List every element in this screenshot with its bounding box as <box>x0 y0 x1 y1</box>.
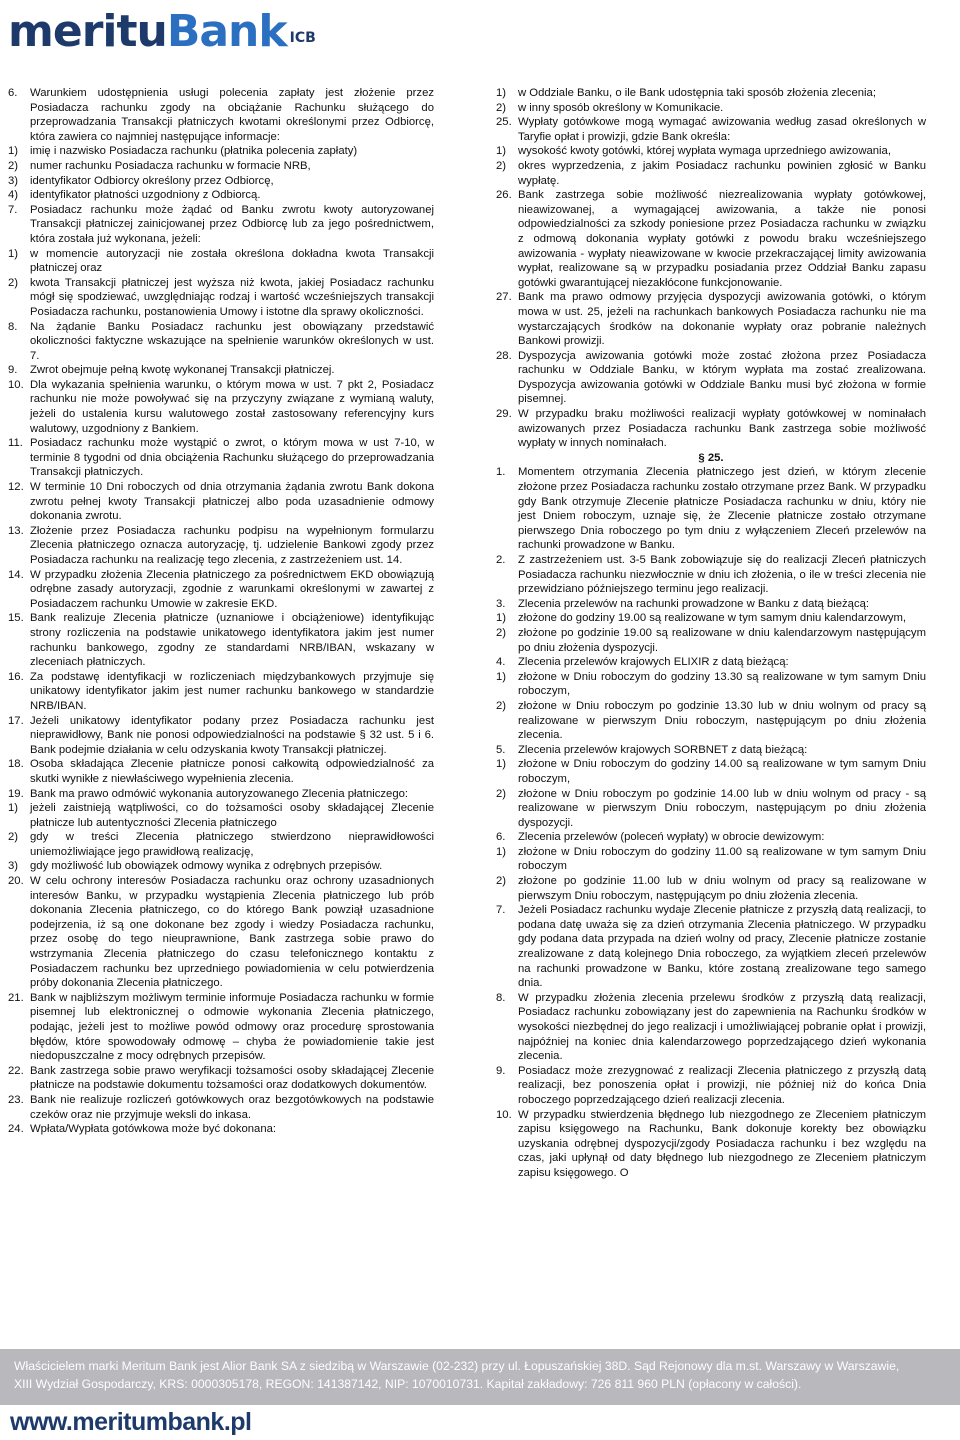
item-text: identyfikator płatności uzgodniony z Odbiorcą. <box>30 189 261 202</box>
item-number: 2) <box>496 159 507 172</box>
item-text: W przypadku złożenia Zlecenia płatniczego za pośrednictwem EKD obowiązują odrębne zasady autoryzacji, zgodnie z warunkami określonymi w zawartej z Posiadaczem rachunku Umowie w zakresie EKD. <box>30 568 434 610</box>
item-text: Jeżeli Posiadacz rachunku wydaje Zlecenie płatnicze z przyszłą datą realizacji, to podana datę uważa się za dzień otrzymania Zlecenia płatniczego. W przypadku gdy podana data przypada na dzień wolny od pracy, Zlecenie płatnicze zostanie zrealizowane z datą kolejnego Dnia roboczego, za wyjątkiem zleceń przelewów na rachunki prowadzone w Banku, które zostaną zrealizowane tego samego dnia. <box>518 904 926 990</box>
item-number: 9. <box>496 1064 506 1077</box>
item-text: identyfikator Odbiorcy określony przez Odbiorcę, <box>30 174 274 187</box>
item-number: 17. <box>8 714 24 727</box>
item-text: gdy możliwość lub obowiązek odmowy wynika z odrębnych przepisów. <box>30 860 383 873</box>
item-text: okres wyprzedzenia, z jakim Posiadacz rachunku powinien zgłosić w Banku wypłatę. <box>518 159 926 187</box>
item-number: 13. <box>8 524 24 537</box>
numbered-paragraph <box>8 203 434 247</box>
item-number: 5. <box>496 743 506 756</box>
item-number: 2) <box>496 626 507 639</box>
item-text: Wpłata/Wypłata gotówkowa może być dokonana: <box>30 1123 277 1136</box>
item-number: 20. <box>8 875 24 888</box>
sub-list-item <box>496 626 926 655</box>
item-number: 7. <box>8 203 18 216</box>
item-text: Posiadacz może zrezygnować z realizacji Zlecenia płatniczego z przyszłą datą realizacji, bez ponoszenia opłat i prowizji, nie później niż do końca Dnia roboczego poprzedzającego dzień realizacji zlecenia. <box>518 1064 926 1106</box>
numbered-paragraph <box>8 568 434 612</box>
numbered-paragraph <box>8 436 434 480</box>
item-text: Zlecenia przelewów na rachunki prowadzone w Banku z datą bieżącą: <box>518 597 870 610</box>
sub-list-item <box>496 86 926 101</box>
item-number: 10. <box>496 1108 512 1121</box>
item-number: 15. <box>8 612 24 625</box>
sub-list-item <box>496 874 926 903</box>
item-number: 26. <box>496 189 512 202</box>
item-number: 10. <box>8 378 24 391</box>
item-number: 11. <box>8 437 23 450</box>
numbered-paragraph <box>496 903 926 991</box>
item-text: W terminie 10 Dni roboczych od dnia otrzymania żądania zwrotu Bank dokona zwrotu pełnej kwoty Transakcji płatniczej albo poda uzasadnienie odmowy dokonania zwrotu. <box>30 481 434 523</box>
item-text: Na żądanie Banku Posiadacz rachunku jest obowiązany przedstawić okoliczności faktyczne wskazujące na spełnienie warunków określonych w ust. 7. <box>30 320 434 362</box>
sub-list-item <box>8 859 434 874</box>
item-text: Bank nie realizuje rozliczeń gotówkowych oraz bezgotówkowych na podstawie czeków oraz nie przyjmuje weksli do inkasa. <box>30 1093 434 1121</box>
numbered-paragraph <box>496 465 926 553</box>
numbered-paragraph <box>8 320 434 364</box>
item-number: 12. <box>8 481 24 494</box>
item-number: 1) <box>496 87 507 99</box>
item-text: w Oddziale Banku, o ile Bank udostępnia taki sposób złożenia zlecenia; <box>518 87 876 99</box>
item-number: 7. <box>496 904 506 917</box>
item-text: W przypadku złożenia zlecenia przelewu środków z przyszłą datą realizacji, Posiadacz rachunku zobowiązany jest do zapewnienia na Rachunku środków w wysokości niezbędnej do jego realizacji i umożliwiającej pobranie opłat i prowizji, najpóźniej na koniec dnia kalendarzowego poprzedzającego dzień wykonania zlecenia. <box>518 991 926 1063</box>
item-text: złożone po godzinie 19.00 są realizowane w dniu kalendarzowym następującym po dniu złożenia dyspozycji. <box>518 626 926 654</box>
item-number: 21. <box>8 991 24 1004</box>
item-number: 2) <box>496 787 507 800</box>
item-text: Jeżeli unikatowy identyfikator podany przez Posiadacza rachunku jest nieprawidłowy, Bank nie ponosi odpowiedzialności na podstawie § 32 ust. 5 i 6. Bank podejmie działania w celu odzyskania kwoty Transakcji płatniczej. <box>30 714 434 756</box>
sub-list-item <box>8 830 434 859</box>
numbered-paragraph <box>496 1064 926 1108</box>
website-link[interactable]: www.meritumbank.pl <box>10 1408 252 1436</box>
item-text: złożone w Dniu roboczym po godzinie 13.30 lub w dniu wolnym od pracy są realizowane w pierwszym Dniu roboczym, następującym po dniu złożenia zlecenia. <box>518 699 926 742</box>
item-text: W przypadku stwierdzenia błędnego lub niezgodnego ze Zleceniem płatniczym zapisu księgowego na Rachunku, Bank dokonuje korekty bez obowiązku uzyskania odrębnej dyspozycji/zgody Posiadacza rachunku i bez względu na czas, jaki upłynął od daty błędnego lub niezgodnego ze Zleceniem płatniczym zapisu księgowego. O <box>518 1108 926 1179</box>
item-number: 1) <box>496 670 507 683</box>
numbered-paragraph <box>496 743 926 758</box>
numbered-paragraph <box>8 378 434 436</box>
item-text: Dla wykazania spełnienia warunku, o którym mowa w ust. 7 pkt 2, Posiadacz rachunku nie może powoływać się na przyczyny związane z wymianą waluty, jeżeli do ustalenia kursu walutowego został zastosowany referencyjny kurs walutowy, uzgodniony z Bankiem. <box>30 378 434 435</box>
numbered-paragraph <box>8 1122 434 1137</box>
item-number: 16. <box>8 670 24 683</box>
footer-legal-text <box>14 1358 954 1393</box>
item-number: 29. <box>496 408 512 421</box>
item-text: złożone w Dniu roboczym do godziny 11.00 są realizowane w tym samym Dniu roboczym <box>518 845 926 873</box>
item-text: imię i nazwisko Posiadacza rachunku (płatnika polecenia zapłaty) <box>30 145 358 158</box>
numbered-paragraph <box>8 524 434 568</box>
sub-list-item <box>8 247 434 276</box>
item-number: 4. <box>496 656 506 669</box>
item-text: złożone w Dniu roboczym do godziny 14.00 są realizowane w tym samym Dniu roboczym, <box>518 758 926 785</box>
item-number: 6. <box>496 831 506 844</box>
item-number: 2) <box>496 875 507 888</box>
logo-text-meritu: meritu <box>8 6 167 57</box>
sub-list-item <box>8 801 434 830</box>
item-number: 3) <box>8 860 19 873</box>
item-number: 8. <box>8 320 18 333</box>
item-text: kwota Transakcji płatniczej jest wyższa niż kwota, jakiej Posiadacz rachunku mógł się spodziewać, uwzględniając rodzaj i wartość wcześniejszych transakcji Posiadacza rachunku, postanowienia Umowy i istotne dla sprawy okoliczności. <box>30 276 434 318</box>
item-text: złożone po godzinie 11.00 lub w dniu wolnym od pracy są realizowane w pierwszym Dniu roboczym, następującym po dniu złożenia zlecenia. <box>518 875 926 902</box>
item-text: Zlecenia przelewów (poleceń wypłaty) w obrocie dewizowym: <box>518 831 825 844</box>
item-number: 28. <box>496 349 512 362</box>
numbered-paragraph <box>8 611 434 669</box>
item-number: 24. <box>8 1123 24 1136</box>
page-header <box>0 0 960 70</box>
numbered-paragraph <box>496 407 926 451</box>
numbered-paragraph <box>8 480 434 524</box>
numbered-paragraph <box>496 830 926 845</box>
numbered-paragraph <box>496 188 926 290</box>
numbered-paragraph <box>496 655 926 670</box>
sub-list-item <box>496 144 926 159</box>
item-number: 18. <box>8 758 24 771</box>
item-text: Bank realizuje Zlecenia płatnicze (uznaniowe i obciążeniowe) identyfikując strony rozliczenia na podstawie unikatowego identyfikatora jakim jest numer rachunku bankowego, zgodny ze standardami NRB/IBAN, wskazany w zleceniach płatniczych. <box>30 612 434 669</box>
logo-text-bank: Bank <box>166 6 287 57</box>
sub-list-item <box>496 699 926 743</box>
item-number: 2) <box>8 831 19 844</box>
item-text: w inny sposób określony w Komunikacie. <box>518 101 724 114</box>
item-text: numer rachunku Posiadacza rachunku w formacie NRB, <box>30 159 311 172</box>
item-number: 2) <box>496 101 507 114</box>
item-number: 25. <box>496 116 512 129</box>
item-number: 9. <box>8 364 18 377</box>
numbered-paragraph <box>8 757 434 786</box>
numbered-paragraph <box>496 290 926 348</box>
item-number: 2) <box>8 276 19 289</box>
item-text: Zwrot obejmuje pełną kwotę wykonanej Transakcji płatniczej. <box>30 364 335 377</box>
item-number: 19. <box>8 787 24 800</box>
numbered-paragraph <box>8 670 434 714</box>
item-number: 3. <box>496 597 506 610</box>
item-text: Posiadacz rachunku może żądać od Banku zwrotu kwoty autoryzowanej Transakcji płatniczej zainicjowanej przez Odbiorcę lub za jego pośrednictwem, która została już wykonana, jeżeli: <box>30 203 434 245</box>
sub-list-item <box>496 757 926 786</box>
numbered-paragraph <box>8 714 434 758</box>
section-heading: § 25. <box>698 451 724 464</box>
item-number: 1) <box>496 145 507 158</box>
item-number: 2) <box>496 699 507 712</box>
item-text: Bank zastrzega sobie prawo weryfikacji tożsamości osoby składającej Zlecenie płatnicze na podstawie dokumentu tożsamości oraz dodatkowych dokumentów. <box>30 1064 434 1092</box>
item-text: Bank ma prawo odmowy przyjęcia dyspozycji awizowania gotówki, o którym mowa w ust. 25, jeżeli na rachunkach bankowych Posiadacza rachunku nie ma wystarczających środków na dokonanie wypłaty oraz pobranie należnych Bankowi prowizji. <box>518 291 926 348</box>
numbered-paragraph <box>8 1093 434 1122</box>
numbered-paragraph <box>496 115 926 144</box>
item-text: W przypadku braku możliwości realizacji wypłaty gotówkowej w nominałach awizowanych przez Posiadacza rachunku Bank zastrzega sobie możliwość wypłaty w innych nominałach. <box>518 408 926 450</box>
item-text: Bank zastrzega sobie możliwość niezrealizowania wypłaty gotówkowej, nieawizowanej, a wymagającej awizowania, a także nie ponosi odpowiedzialności za szkody poniesione przez Posiadacza rachunku w związku z odmową dokonania wypłaty gotówki z powodu braku wcześniejszego awizowania - wypłaty nieawizowane w kwocie przekraczającej limity awizowania wypłat, realizowane są w przypadku posiadania przez Oddział Banku zapasu gotówki gwarantującej niezakłócone funkcjonowanie. <box>518 189 926 289</box>
item-text: Momentem otrzymania Zlecenia płatniczego jest dzień, w którym zlecenie złożone przez Posiadacza rachunku zostało otrzymane przez Bank. W przypadku gdy Bank otrzymuje Zlecenie płatnicze Posiadacza rachunku w dniu, który nie jest Dniem roboczym, uznaje się, że Zlecenie płatnicze zostało otrzymane pierwszego Dnia roboczego po tym dniu z wyłączeniem Zleceń przelewów na rachunki prowadzone w Banku. <box>518 466 926 552</box>
item-number: 1) <box>496 758 507 771</box>
footer-line-1: Właścicielem marki Meritum Bank jest Alior Bank SA z siedzibą w Warszawie (02-232) przy ul. Łopuszańskiej 38D. Sąd Rejonowy dla m.st. Warszawy w Warszawie, <box>14 1359 900 1373</box>
sub-list-item <box>496 101 926 116</box>
item-text: w momencie autoryzacji nie została określona dokładna kwota Transakcji płatniczej oraz <box>30 247 434 275</box>
item-number: 1) <box>496 612 507 625</box>
item-number: 1. <box>496 466 506 479</box>
item-text: Zlecenia przelewów krajowych SORBNET z datą bieżącą: <box>518 743 808 756</box>
sub-list-item <box>8 276 434 320</box>
item-number: 1) <box>8 802 19 815</box>
item-text: Posiadacz rachunku może wystąpić o zwrot, o którym mowa w ust 7-10, w terminie 8 tygodni od dnia obciążenia Rachunku służącego do przeprowadzania Transakcji płatniczych. <box>30 437 434 479</box>
numbered-paragraph <box>8 787 434 802</box>
numbered-paragraph <box>8 86 434 144</box>
item-text: Warunkiem udostępnienia usługi polecenia zapłaty jest złożenie przez Posiadacza rachunku zgody na obciążanie Rachunku służącego do przeprowadzania Transakcji płatniczych kwotami określonymi przez Odbiorcę, która zawiera co najmniej następujące informacje: <box>30 87 434 143</box>
numbered-paragraph <box>8 1064 434 1093</box>
item-text: Z zastrzeżeniem ust. 3-5 Bank zobowiązuje się do realizacji Zleceń płatniczych Posiadacza rachunku niezwłocznie w dniu ich złożenia, o ile w treści zlecenia nie przewidziano późniejszego terminu jego realizacji. <box>518 554 926 596</box>
item-text: wysokość kwoty gotówki, której wypłata wymaga uprzedniego awizowania, <box>518 145 891 158</box>
sub-list-item <box>8 188 434 203</box>
item-number: 3) <box>8 174 19 187</box>
item-text: Osoba składająca Zlecenie płatnicze ponosi całkowitą odpowiedzialność za skutki wynikłe z niewłaściwego wypełnienia zlecenia. <box>30 758 434 785</box>
item-text: W celu ochrony interesów Posiadacza rachunku oraz ochrony uzasadnionych interesów Banku, w przypadku wystąpienia Zlecenia płatniczego lub prób dokonania Zlecenia płatniczego, co do którego Bank powziął uzasadnione podejrzenia, iż są one dokonane bez zgody i wiedzy Posiadacza rachunku, przez osobę do tego nieuprawnione, Bank zastrzega sobie prawo do wstrzymania Zlecenia płatniczego do czasu telefonicznego kontaktu z Posiadaczem rachunku bez uprzedniego powiadomienia w celu potwierdzenia próby dokonania Zlecenia płatniczego. <box>30 875 434 990</box>
sub-list-item <box>496 845 926 874</box>
item-text: Zlecenia przelewów krajowych ELIXIR z datą bieżącą: <box>518 656 789 669</box>
sub-list-item <box>496 159 926 188</box>
right-text-column <box>496 86 926 1181</box>
sub-list-item <box>496 787 926 831</box>
item-number: 8. <box>496 991 506 1004</box>
item-text: złożone w Dniu roboczym do godziny 13.30 są realizowane w tym samym Dniu roboczym, <box>518 670 926 698</box>
numbered-paragraph <box>8 363 434 378</box>
item-number: 2. <box>496 554 506 566</box>
sub-list-item <box>8 144 434 159</box>
item-text: Bank w najbliższym możliwym terminie informuje Posiadacza rachunku w formie pisemnej lub elektronicznej o odmowie wykonania Zlecenia płatniczego, podając, jeżeli jest to możliwe powód odmowy oraz procedurę sprostowania błędów, które spowodowały odmowę – chyba że powiadomienie takie jest niedopuszczalne z mocy odrębnych przepisów. <box>30 991 434 1063</box>
item-number: 1) <box>8 247 19 260</box>
item-number: 1) <box>8 145 19 158</box>
item-text: złożone w Dniu roboczym po godzinie 14.00 lub w dniu wolnym od pracy - są realizowane w pierwszym Dniu roboczym, następującym po dniu złożenia dyspozycji. <box>518 787 926 829</box>
sub-list-item <box>8 159 434 174</box>
item-number: 14. <box>8 568 24 581</box>
item-text: Za podstawę identyfikacji w rozliczeniach międzybankowych przyjmuje się unikatowy identyfikator jakim jest numer rachunku bankowego w standardzie NRB/IBAN. <box>30 670 434 712</box>
numbered-paragraph <box>8 991 434 1064</box>
item-number: 22. <box>8 1064 24 1077</box>
numbered-paragraph <box>496 349 926 407</box>
item-text: złożone do godziny 19.00 są realizowane w tym samym dniu kalendarzowym, <box>518 612 907 625</box>
item-number: 4) <box>8 189 19 202</box>
logo-suffix: ICB <box>289 30 316 46</box>
numbered-paragraph <box>496 597 926 612</box>
sub-list-item <box>8 174 434 189</box>
footer-bar <box>0 1349 960 1405</box>
left-text-column <box>8 86 434 1137</box>
item-text: Wypłaty gotówkowe mogą wymagać awizowania według zasad określonych w Taryfie opłat i prowizji, gdzie Bank określa: <box>518 116 926 143</box>
item-text: Złożenie przez Posiadacza rachunku podpisu na wypełnionym formularzu Zlecenia płatniczego oznacza autoryzację, tj. udzielenie Bankowi zgody przez Posiadacza rachunku na realizację tego zlecenia, z zastrzeżeniem ust. 14. <box>30 524 434 566</box>
item-number: 23. <box>8 1093 24 1106</box>
numbered-paragraph <box>496 1108 926 1181</box>
sub-list-item <box>496 611 926 626</box>
numbered-paragraph <box>8 874 434 991</box>
item-number: 1) <box>496 845 507 858</box>
meritum-bank-logo <box>8 4 316 60</box>
numbered-paragraph <box>496 991 926 1064</box>
item-text: Dyspozycja awizowania gotówki może zostać złożona przez Posiadacza rachunku w Oddziale Banku, w którym wypłata ma zostać zrealizowana. Dyspozycja awizowania gotówki w Oddziale Banku musi być złożona w formie pisemnej. <box>518 349 926 406</box>
item-number: 6. <box>8 87 18 99</box>
numbered-paragraph <box>496 553 926 597</box>
footer-line-2: XIII Wydział Gospodarczy, KRS: 0000305178, REGON: 141387142, NIP: 1070010731. Kapitał zakładowy: 726 811 960 PLN (opłacony w całości). <box>14 1376 802 1391</box>
item-text: Bank ma prawo odmówić wykonania autoryzowanego Zlecenia płatniczego: <box>30 787 409 800</box>
item-number: 2) <box>8 159 19 172</box>
sub-list-item <box>496 670 926 699</box>
item-text: jeżeli zaistnieją wątpliwości, co do tożsamości osoby składającej Zlecenie płatnicze lub autentyczności Zlecenia płatniczego <box>30 802 434 829</box>
item-number: 27. <box>496 291 512 304</box>
item-text: gdy w treści Zlecenia płatniczego stwierdzono nieprawidłowości uniemożliwiające jego prawidłową realizację, <box>30 831 434 858</box>
